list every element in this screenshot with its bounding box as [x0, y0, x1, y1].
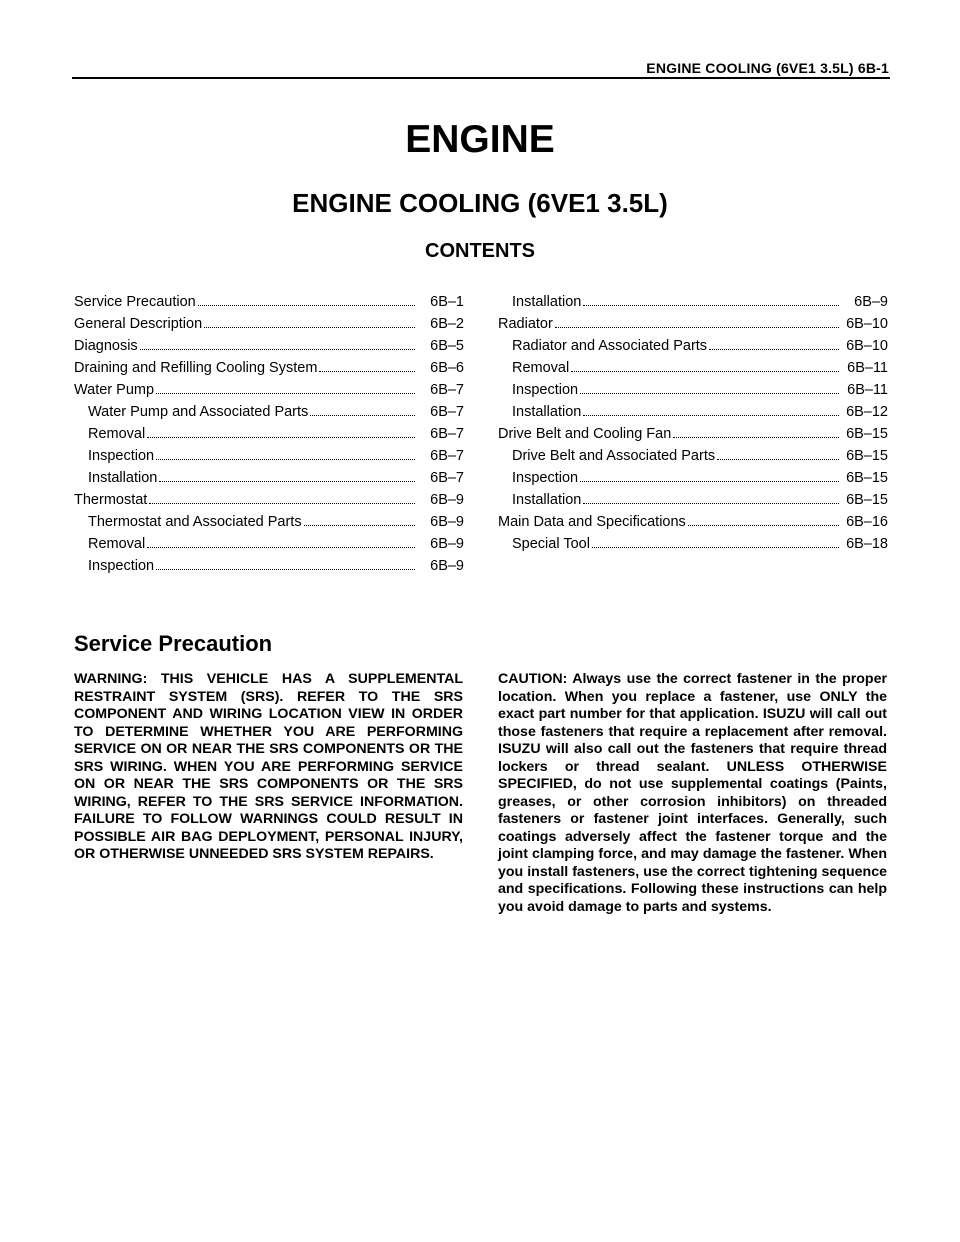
toc-entry[interactable]: [498, 470, 888, 492]
section-heading: Service Precaution: [74, 631, 273, 656]
toc-entry[interactable]: [74, 470, 464, 492]
toc-dot-leader: [580, 472, 839, 482]
toc-entry[interactable]: [74, 316, 464, 338]
toc-entry-label: Diagnosis: [74, 338, 138, 354]
toc-entry[interactable]: [74, 514, 464, 536]
caution-paragraph: CAUTION: Always use the correct fastener in the proper location. When you replace a fastener, use ONLY the exact part number for that application. ISUZU will call out those fasteners that require a replacement after removal. ISUZU will also call out the fasteners that require thread lockers or thread sealant. UNLESS OTHERWISE SPECIFIED, do not use supplemental coatings (Paints, greases, or other corrosion inhibitors) on threaded fasteners or fastener joint interfaces. Generally, such coatings adversely affect the fastener torque and the joint clamping force, and may damage the fastener. When you install fasteners, use the correct tightening sequence and specifications. Following these instructions can help you avoid damage to parts and systems.: [498, 671, 887, 915]
toc-entry-page: 6B–15: [846, 448, 888, 464]
toc-entry[interactable]: [74, 294, 464, 316]
toc-entry-page: 6B–15: [846, 426, 888, 442]
toc-entry-label: Installation: [512, 404, 582, 420]
toc-dot-leader: [555, 318, 839, 328]
toc-entry-page: 6B–1: [430, 294, 464, 310]
toc-entry-label: General Description: [74, 316, 203, 332]
toc-entry-page: 6B–16: [846, 514, 888, 530]
toc-dot-leader: [140, 340, 415, 350]
toc-entry-page: 6B–7: [430, 426, 464, 442]
toc-entry-page: 6B–5: [430, 338, 464, 354]
toc-entry-label: Water Pump and Associated Parts: [88, 404, 309, 420]
toc-entry-page: 6B–18: [846, 536, 888, 552]
toc-entry-label: Special Tool: [512, 536, 590, 552]
toc-entry-label: Inspection: [88, 558, 155, 574]
toc-dot-leader: [147, 428, 415, 438]
toc-dot-leader: [583, 406, 839, 416]
toc-entry-page: 6B–9: [430, 536, 464, 552]
toc-entry[interactable]: [74, 382, 464, 404]
toc-entry[interactable]: [498, 294, 888, 316]
toc-dot-leader: [688, 516, 839, 526]
toc-entry[interactable]: [74, 558, 464, 580]
warning-paragraph: WARNING: THIS VEHICLE HAS A SUPPLEMENTAL RESTRAINT SYSTEM (SRS). REFER TO THE SRS COMPONENT AND WIRING LOCATION VIEW IN ORDER TO DETERMINE WHETHER YOU ARE PERFORMING SERVICE ON OR NEAR THE SRS COMPONENTS OR THE SRS WIRING. WHEN YOU ARE PERFORMING SERVICE ON OR NEAR THE SRS COMPONENTS OR THE SRS WIRING, REFER TO THE SRS SERVICE INFORMATION. FAILURE TO FOLLOW WARNINGS COULD RESULT IN POSSIBLE AIR BAG DEPLOYMENT, PERSONAL INJURY, OR OTHERWISE UNNEEDED SRS SYSTEM REPAIRS.: [74, 671, 463, 862]
toc-entry[interactable]: [498, 382, 888, 404]
toc-entry-page: 6B–9: [854, 294, 888, 310]
toc-dot-leader: [319, 362, 415, 372]
toc-entry-label: Draining and Refilling Cooling System: [74, 360, 318, 376]
toc-entry[interactable]: [498, 536, 888, 558]
toc-dot-leader: [156, 450, 415, 460]
toc-entry-label: Inspection: [512, 382, 579, 398]
toc-entry-page: 6B–15: [846, 470, 888, 486]
toc-dot-leader: [592, 538, 839, 548]
toc-entry-label: Service Precaution: [74, 294, 196, 310]
document-title: ENGINE: [405, 118, 555, 161]
toc-entry-page: 6B–6: [430, 360, 464, 376]
toc-entry[interactable]: [498, 404, 888, 426]
toc-dot-leader: [147, 538, 415, 548]
toc-dot-leader: [583, 296, 839, 306]
toc-entry-page: 6B–9: [430, 558, 464, 574]
toc-entry-label: Installation: [88, 470, 158, 486]
toc-left-column: [74, 294, 464, 580]
toc-entry-label: Water Pump: [74, 382, 155, 398]
toc-entry[interactable]: [498, 492, 888, 514]
toc-entry-page: 6B–2: [430, 316, 464, 332]
toc-dot-leader: [149, 494, 415, 504]
toc-entry-label: Removal: [88, 426, 146, 442]
toc-dot-leader: [571, 362, 839, 372]
toc-entry-page: 6B–11: [847, 382, 888, 398]
toc-entry-page: 6B–12: [846, 404, 888, 420]
toc-entry-label: Drive Belt and Cooling Fan: [498, 426, 672, 442]
toc-dot-leader: [580, 384, 839, 394]
toc-entry-label: Inspection: [512, 470, 579, 486]
toc-entry-page: 6B–10: [846, 338, 888, 354]
toc-entry-page: 6B–9: [430, 514, 464, 530]
toc-entry-label: Installation: [512, 492, 582, 508]
toc-dot-leader: [198, 296, 415, 306]
toc-dot-leader: [583, 494, 839, 504]
toc-entry[interactable]: [498, 448, 888, 470]
toc-entry[interactable]: [74, 404, 464, 426]
toc-entry[interactable]: [498, 426, 888, 448]
toc-dot-leader: [156, 384, 415, 394]
toc-entry-label: Installation: [512, 294, 582, 310]
toc-entry[interactable]: [498, 316, 888, 338]
toc-entry[interactable]: [498, 514, 888, 536]
toc-entry-label: Radiator: [498, 316, 553, 332]
toc-entry[interactable]: [74, 448, 464, 470]
toc-entry-page: 6B–9: [430, 492, 464, 508]
toc-entry-page: 6B–7: [430, 448, 464, 464]
toc-dot-leader: [304, 516, 415, 526]
toc-dot-leader: [709, 340, 839, 350]
toc-entry[interactable]: [74, 338, 464, 360]
toc-entry[interactable]: [74, 536, 464, 558]
toc-entry-label: Removal: [512, 360, 570, 376]
running-header: ENGINE COOLING (6VE1 3.5L) 6B-1: [646, 60, 889, 76]
toc-entry-label: Thermostat and Associated Parts: [88, 514, 302, 530]
toc-entry-label: Inspection: [88, 448, 155, 464]
toc-entry-page: 6B–7: [430, 470, 464, 486]
header-rule: [72, 77, 890, 79]
toc-entry-page: 6B–7: [430, 382, 464, 398]
toc-entry-label: Main Data and Specifications: [498, 514, 686, 530]
toc-dot-leader: [310, 406, 415, 416]
toc-entry[interactable]: [74, 492, 464, 514]
toc-entry[interactable]: [498, 360, 888, 382]
toc-entry-label: Radiator and Associated Parts: [512, 338, 708, 354]
toc-dot-leader: [156, 560, 415, 570]
toc-entry[interactable]: [498, 338, 888, 360]
contents-heading: CONTENTS: [425, 240, 535, 262]
toc-entry-page: 6B–15: [846, 492, 888, 508]
toc-dot-leader: [673, 428, 839, 438]
toc-entry-label: Drive Belt and Associated Parts: [512, 448, 716, 464]
toc-dot-leader: [717, 450, 839, 460]
toc-entry-label: Thermostat: [74, 492, 148, 508]
toc-entry-page: 6B–11: [847, 360, 888, 376]
toc-entry-page: 6B–10: [846, 316, 888, 332]
toc-entry[interactable]: [74, 426, 464, 448]
toc-entry-label: Removal: [88, 536, 146, 552]
toc-dot-leader: [204, 318, 415, 328]
toc-right-column: [498, 294, 888, 558]
document-subtitle: ENGINE COOLING (6VE1 3.5L): [292, 188, 668, 218]
toc-dot-leader: [159, 472, 415, 482]
toc-entry[interactable]: [74, 360, 464, 382]
toc-entry-page: 6B–7: [430, 404, 464, 420]
